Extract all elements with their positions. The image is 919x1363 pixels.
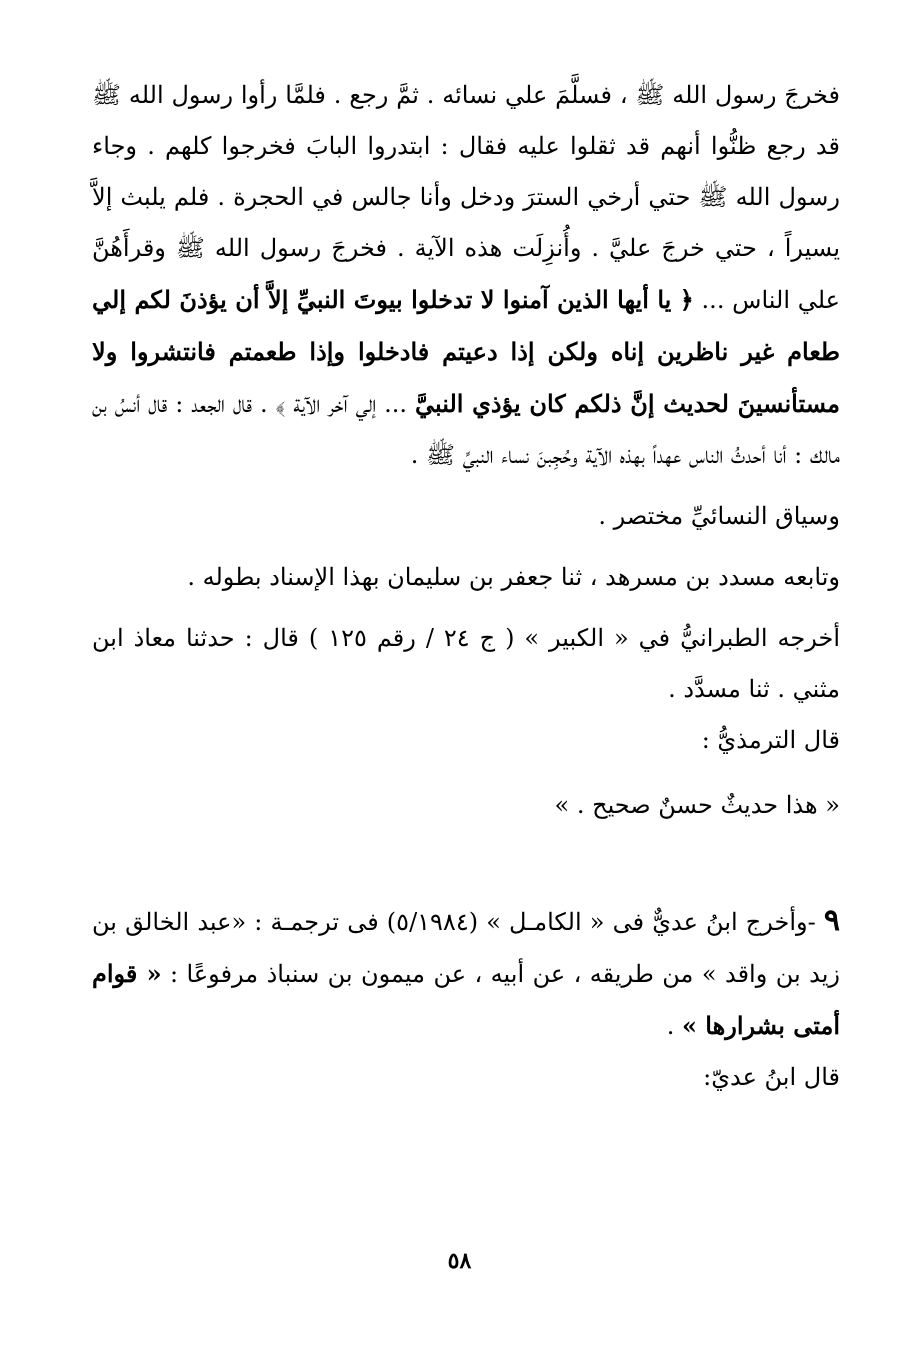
quran-verse: ﴿ يا أيها الذين آمنوا لا تدخلوا بيوتَ النبيِّ إلاَّ أن يؤذنَ لكم إلي طعام غير ناظرين إناه ولكن إذا دعيتم فادخلوا وإذا طعمتم فانتشروا ولا مستأنسينَ لحديث إنَّ ذلكم كان يؤذي النبيَّ [92, 285, 840, 418]
spacer [92, 831, 840, 895]
paragraph-tabarani-reference: أخرجه الطبرانيُّ في « الكبير » ( ج ٢٤ / رقم ١٢٥ ) قال : حدثنا معاذ ابن مثني . ثنا مسدَّد . [92, 624, 840, 703]
paragraph-hadith-narration [92, 70, 840, 481]
paragraph-tirmidhi-label: قال الترمذيُّ : [701, 726, 840, 754]
page-number: ٥٨ [447, 1248, 472, 1274]
paragraph-ibn-adi-hadith [92, 895, 840, 1052]
spacer [92, 481, 840, 491]
ibn-adi-text: -وأخرج ابنُ عديٌّ فى « الكامـل » (٥/١٩٨٤) فى ترجمـة : «عبد الخالق بن زيد بن واقد » من طريقه ، عن أبيه ، عن ميمون بن سنباذ مرفوعًا : [92, 908, 840, 988]
paragraph-nasai-note: وسياق النسائيِّ مختصر . [598, 502, 840, 530]
narration-text: فخرجَ رسول الله ﷺ ، فسلَّمَ علي نسائه . ثمَّ رجع . فلمَّا رأوا رسول الله ﷺ قد رجع ظنُّوا أنهم قد ثقلوا عليه فقال : ابتدروا البابَ فخرجوا كلهم . وجاء رسول الله ﷺ حتي أرخي السترَ ودخل وأنا جالس في الحجرة . فلم يلبث إلاَّ يسيراً ، حتي خرجَ عليَّ . وأُنزِلَت هذه الآية . فخرجَ رسول الله ﷺ وقرأَهُنَّ علي الناس ... [92, 81, 841, 314]
hadith-number: ٩ [823, 903, 840, 938]
spacer [92, 766, 840, 780]
narration-continuation: ... إلي آخر الآية ﴾ . قال الجعد : قال أنسُ بن مالك : أنا أحدثُ الناس عهداً بهذه الآية وحُجِبنَ نساء النبيِّ ﷺ . [92, 390, 840, 469]
spacer [92, 603, 840, 613]
paragraph-musaddad-note: وتابعه مسدد بن مسرهد ، ثنا جعفر بن سليمان بهذا الإسناد بطوله . [187, 563, 840, 591]
spacer [92, 542, 840, 552]
paragraph-tirmidhi-verdict: « هذا حديثٌ حسنٌ صحيح . » [554, 791, 840, 819]
paragraph-ibn-adi-said: قال ابنُ عديّ: [703, 1063, 840, 1091]
ibn-adi-end: . [666, 1012, 682, 1040]
hadith-quote: « قوام أمتى بشرارها » [92, 959, 840, 1040]
page-body [92, 70, 840, 1103]
